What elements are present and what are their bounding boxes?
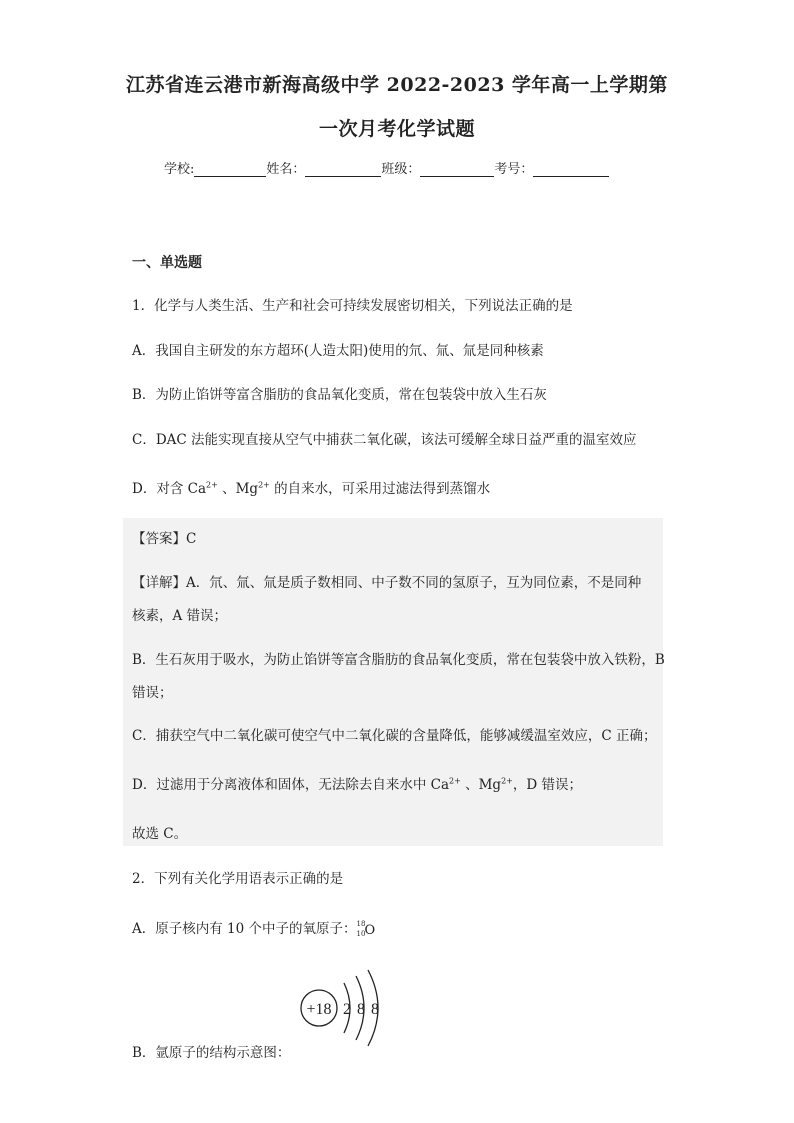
shell-2-count: 8 xyxy=(357,1001,365,1018)
detail-a-line-2: 核素，A 错误； xyxy=(132,608,228,624)
solution-box xyxy=(123,518,663,846)
q1-option-c: C．DAC 法能实现直接从空气中捕获二氧化碳，该法可缓解全球日益严重的温室效应 xyxy=(132,432,637,448)
name-blank[interactable] xyxy=(305,162,381,177)
exam-no-blank[interactable] xyxy=(533,162,609,177)
answer-line: 【答案】C xyxy=(132,531,197,547)
school-label: 学校: xyxy=(164,162,195,177)
exam-no-label: 考号： xyxy=(494,162,534,177)
detail-d-line: D．过滤用于分离液体和固体，无法除去自来水中 $Ca^{2+}$ 、$Mg^{2+}$，D 错误； xyxy=(132,776,582,793)
conclusion-line: 故选 C。 xyxy=(132,826,188,842)
shell-1-count: 2 xyxy=(343,1001,351,1018)
q1-stem: 1．化学与人类生活、生产和社会可持续发展密切相关，下列说法正确的是 xyxy=(132,298,573,314)
shell-3-count: 8 xyxy=(371,1001,379,1018)
class-blank[interactable] xyxy=(420,162,494,177)
class-label: 班级： xyxy=(381,162,421,177)
school-blank[interactable] xyxy=(194,162,266,177)
argon-structure-diagram xyxy=(296,968,396,1058)
detail-b-line-1: B．生石灰用于吸水，为防止馅饼等富含脂肪的食品氧化变质，常在包装袋中放入铁粉，B xyxy=(132,652,665,668)
q1-option-b: B．为防止馅饼等富含脂肪的食品氧化变质，常在包装袋中放入生石灰 xyxy=(132,387,547,403)
q2-option-a: A．原子核内有 10 个中子的氧原子： 18 10 O xyxy=(132,919,376,938)
nucleus-charge: +18 xyxy=(306,1001,332,1018)
q1-option-d: D．对含 $Ca^{2+}$ 、$Mg^{2+}$ 的自来水，可采用过滤法得到蒸馏水 xyxy=(132,480,491,497)
q2-stem: 2．下列有关化学用语表示正确的是 xyxy=(132,871,344,887)
oxygen-nuclide-notation: 18 10 O xyxy=(356,919,376,938)
q1-option-a: A．我国自主研发的东方超环(人造太阳)使用的氘、氚、氚是同种核素 xyxy=(132,343,544,359)
section-title: 一、单选题 xyxy=(132,255,202,271)
detail-c-line: C．捕获空气中二氧化碳可使空气中二氧化碳的含量降低，能够减缓温室效应，C 正确； xyxy=(132,728,657,744)
title-line-2: 一次月考化学试题 xyxy=(318,118,475,140)
detail-a-line-1: 【详解】A．氘、氚、氚是质子数相同、中子数不同的氢原子，互为同位素，不是同种 xyxy=(132,575,642,591)
name-label: 姓名： xyxy=(266,162,306,177)
q2-option-b: B．氩原子的结构示意图： xyxy=(132,1045,291,1061)
student-info-line xyxy=(164,158,609,177)
detail-b-line-2: 错误； xyxy=(132,685,173,701)
title-line-1: 江苏省连云港市新海高级中学 2022-2023 学年高一上学期第 xyxy=(126,74,668,96)
